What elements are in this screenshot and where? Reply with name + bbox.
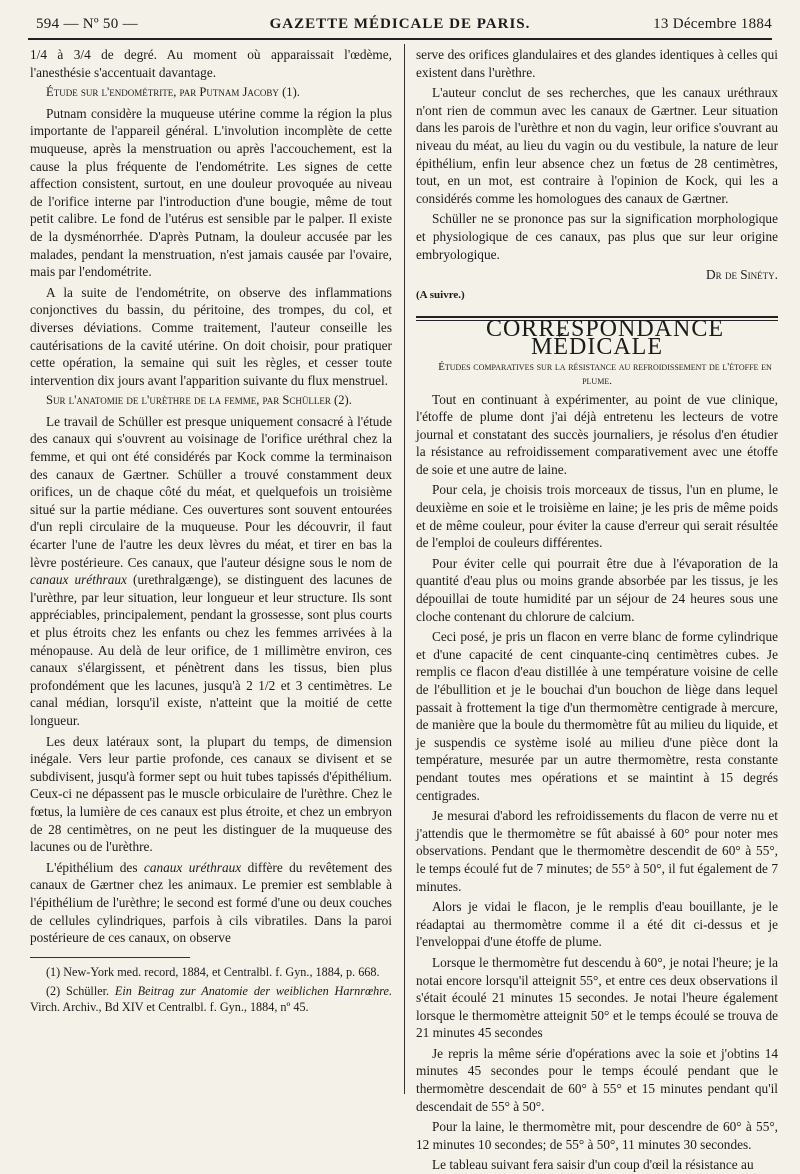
subtitle-text: Études comparatives sur la résistance au refroidissement de l'étoffe en plume. xyxy=(438,360,772,387)
author-signature: Dr de Sinéty. xyxy=(706,267,778,283)
paragraph: Pour éviter celle qui pourrait être due à l'évaporation de la quantité d'eau plus ou moins grande absorbée par les tissus, je les dépouillai de toute humidité par un séjour de 24 heures sous une cloche contenant du chlorure de calcium. xyxy=(416,555,778,624)
continued-paragraph: serve des orifices glandulaires et des glandes identiques à celles qui existent dans l'urèthre. xyxy=(416,47,778,80)
left-column xyxy=(30,46,392,1015)
paragraph: Le tableau suivant fera saisir d'un coup d'œil la résistance au xyxy=(432,1157,754,1173)
issue-date: 13 Décembre 1884 xyxy=(653,16,772,32)
intro-paragraph: 1/4 à 3/4 de degré. Au moment où apparaissait l'œdème, l'anesthésie s'accentuait davantage. xyxy=(30,47,392,80)
correspondance-subtitle xyxy=(416,360,778,388)
column-divider xyxy=(404,44,405,1094)
section-title-endometrite: Étude sur l'endométrite, par Putnam Jacoby (1). xyxy=(46,85,300,100)
paragraph: Putnam considère la muqueuse utérine comme la région la plus importante de l'appareil général. L'involution incomplète de cette muqueuse, après la menstruation ou après l'accouchement, est la cause la plus fréquente de l'endométrite. Les signes de cette affection consistent, surtout, en une douleur provoquée au niveau de l'orifice interne par l'introduction d'une bougie, même de tout petit calibre. Le fond de l'utérus est sensible par le palper. Il existe de la dysménorrhée. D'après Putnam, la douleur accusée par les malades, pendant la menstruation, n'est jamais causée par l'ovaire, mais par l'endométrite. xyxy=(30,105,392,280)
paragraph: Lorsque le thermomètre fut descendu à 60°, je notai l'heure; je la notai encore lorsqu'il atteignit 55°, et entre ces deux observations il s'était écoulé 21 minutes 15 secondes. Je notai l'heure également lorsque le thermomètre atteignit 50° et le temps écoulé se trouva de 21 minutes 45 secondes xyxy=(416,954,778,1041)
footnotes xyxy=(30,964,392,1015)
to-be-continued: (A suivre.) xyxy=(416,288,465,301)
page-number: 594 — Nº 50 — xyxy=(36,16,138,32)
text-run: (urethralgænge), se distinguent des lacunes de l'urèthre, par leur situation, leur longueur et leur structure. Ils sont appréciables, principalement, pendant la grossesse, sont plus courts et plus étroits chez les enfants ou chez les femmes arrivées à la ménopause. Au delà de leur orifice, de 1 millimètre environ, ces canaux s'élargissent, et pénètrent dans les tissus, bien plus profondément que les lacunes, jusqu'à 2 1/2 et 3 centimètres. Le canal médian, lorsqu'il existe, n'atteint que la moitié de cette longueur. xyxy=(30,572,392,728)
footnote-1: (1) New-York med. record, 1884, et Centralbl. f. Gyn., 1884, p. 668. xyxy=(46,964,380,979)
paragraph: Pour cela, je choisis trois morceaux de tissus, l'un en plume, le deuxième en soie et le troisième en laine; je les pris de même poids et de même couleur, pour éviter la cause d'erreur qui serait résultée de l'emploi de couleurs différentes. xyxy=(416,482,778,551)
paragraph: Schüller ne se prononce pas sur la signification morphologique et physiologique de ces canaux, pas plus que sur leur origine embryologique. xyxy=(416,211,778,262)
italic-term: canaux uréthraux xyxy=(30,572,127,588)
text-run: Le travail de Schüller est presque uniquement consacré à l'étude des canaux qui s'ouvrent au voisinage de l'orifice uréthral chez la femme, et qui ont été considérés par Kock comme la terminaison des canaux de Gærtner. Schüller a trouvé constamment deux orifices, un de chaque côté du méat, et quelquefois un troisième situé sur la partie médiane. Ces ouvertures sont souvent entourées d'un repli circulaire de la muqueuse. Pour les découvrir, il faut écarter l'une de l'autre les deux lèvres du méat, et tirer en bas la lèvre postérieure. Ces canaux, que l'auteur désigne sous le nom de xyxy=(30,413,392,570)
italic-title: Ein Beitrag zur Anatomie der weiblichen Harnrœhre. xyxy=(114,983,392,998)
journal-title: GAZETTE MÉDICALE DE PARIS. xyxy=(269,16,531,32)
right-column xyxy=(416,46,778,1174)
footnote-2 xyxy=(30,983,392,1015)
text-run: L'épithélium des xyxy=(46,859,138,875)
paragraph: Tout en continuant à expérimenter, au point de vue clinique, l'étoffe de plume dont j'ai déjà entretenu les lecteurs de votre journal et constatant des succès journaliers, je résolus d'en étudier la résistance au refroidissement comparativement avec une étoffe de soie et une autre de laine. xyxy=(416,391,778,477)
header-rule xyxy=(28,38,772,40)
paragraph: Ceci posé, je pris un flacon en verre blanc de forme cylindrique et d'une capacité de cent cinquante-cinq centimètres cubes. Je remplis ce flacon d'eau distillée à une température voisine de celle de l'ébullition et je le bouchai d'un bouchon de liège dans lequel passait à frottement la tige d'un thermomètre centigrade à mercure, de manière que la boule du thermomètre fût au milieu du liquide, et je suspendis ce système isolé au milieu d'une pièce dont la température, mesurée par un autre thermomètre, resta constante pendant toutes mes opérations et se maintint à 15 degrés centigrades. xyxy=(416,629,778,803)
paragraph: L'auteur conclut de ses recherches, que les canaux uréthraux n'ont rien de commun avec les canaux de Gærtner. Leur situation dans les parois de l'urèthre et non du vagin, leur orifice s'ouvrant au niveau du méat, au lieu du vagin ou du vestibule, la nature de leur épithélium, enfin leur absence chez un fœtus de 28 centimètres, tout, en un mot, est contraire à l'opinion de Kock, qui les a considérés comme les homologues des canaux de Gærtner. xyxy=(416,85,778,206)
paragraph: Alors je vidai le flacon, je le remplis d'eau bouillante, je le réadaptai au thermomètre comme il a été dit ci-dessus et je l'enveloppai d'une étoffe de plume. xyxy=(416,899,778,950)
paragraph: Les deux latéraux sont, la plupart du temps, de dimension inégale. Vers leur partie profonde, ces canaux se divisent et se subdivisent, jusqu'à former sept ou huit tubes tapissés d'épithélium. Ceux-ci ne dépassent pas le muscle orbiculaire de l'urèthre. Chez le fœtus, la lumière de ces canaux est plus étroite, et chez un embryon de 28 centimètres, on ne peut les distinguer de la muqueuse des lacunes ou de l'urèthre. xyxy=(30,733,392,855)
paragraph: Pour la laine, le thermomètre mit, pour descendre de 60° à 55°, 12 minutes 10 secondes; de 55° à 50°, 11 minutes 30 secondes. xyxy=(416,1119,778,1152)
paragraph: A la suite de l'endométrite, on observe des inflammations conjonctives du bassin, du péritoine, des trompes, du col, et diverses déviations. Comme traitement, l'auteur conseille les cautérisations de la cavité utérine. On doit choisir, pour pratiquer cette opération, la semaine qui suit les règles, et cesser toute intervention dix jours avant l'apparition suivante du flux menstruel. xyxy=(30,284,392,388)
paragraph: Je mesurai d'abord les refroidissements du flacon de verre nu et j'attendis que le thermomètre se fût abaissé à 60° pour noter mes observations. Pendant que le thermomètre descendit de 60° à 55°, le temps écoulé fut de 7 minutes; de 55° à 50°, il fut également de 7 minutes. xyxy=(416,808,778,894)
text-run: Virch. Archiv., Bd XIV et Centralbl. f. Gyn., 1884, nº 45. xyxy=(30,999,309,1014)
footnote-rule xyxy=(30,957,190,958)
paragraph xyxy=(30,859,392,947)
paragraph: Je repris la même série d'opérations avec la soie et j'obtins 14 minutes 45 secondes pour le temps écoulé pendant que le thermomètre descendait de 60° à 55° et 15 minutes pendant qu'il descendait de 55° à 50°. xyxy=(416,1045,778,1114)
section-title-urethre: Sur l'anatomie de l'urèthre de la femme, par Schüller (2). xyxy=(46,393,352,408)
paragraph xyxy=(30,413,392,730)
italic-term: canaux uréthraux xyxy=(143,859,242,875)
correspondance-title: CORRESPONDANCE MÉDICALE xyxy=(485,316,725,360)
text-run: diffère du revêtement des canaux de Gærtner chez les animaux. Le premier est semblable à l'épithélium de l'urèthre; le second est formé d'une ou deux couches de cellules cylindriques, parfois à cils vibratiles. Dans la paroi postérieure de ces canaux, on observe xyxy=(30,859,393,946)
text-run: (2) Schüller. xyxy=(46,983,110,998)
page-header xyxy=(28,10,772,36)
